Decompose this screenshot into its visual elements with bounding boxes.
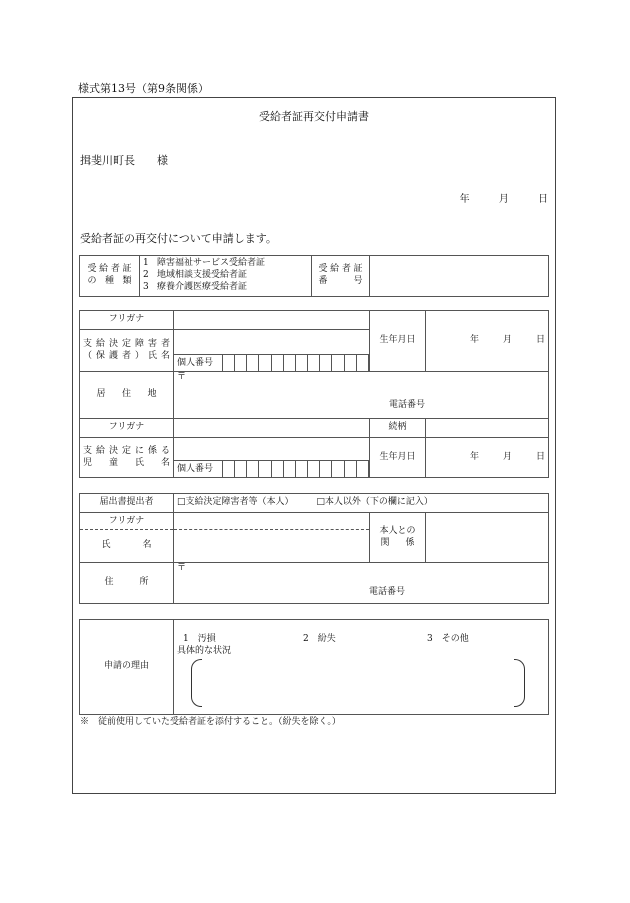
submitter-options bbox=[174, 494, 549, 513]
relation-label: 続柄 bbox=[370, 419, 426, 438]
submitter-name-field[interactable] bbox=[174, 513, 370, 563]
recipient-furigana-label: フリガナ bbox=[80, 311, 174, 330]
recipient-address-field[interactable] bbox=[174, 372, 549, 419]
child-id-field[interactable] bbox=[174, 461, 370, 478]
reason-table bbox=[79, 619, 549, 715]
phone-label: 電話番号 bbox=[388, 399, 425, 410]
submitter-header-label: 届出書提出者 bbox=[80, 494, 174, 513]
recipient-table bbox=[79, 310, 549, 478]
submitter-relation-label: 本人との 関係 bbox=[370, 513, 426, 563]
phone-label: 電話番号 bbox=[368, 586, 405, 597]
postal-mark: 〒 bbox=[177, 563, 187, 573]
child-name-field[interactable] bbox=[174, 438, 370, 461]
reason-option-other[interactable]: 3 その他 bbox=[427, 634, 469, 644]
cert-number-label: 受給者証番号 bbox=[312, 256, 370, 297]
recipient-birth-label: 生年月日 bbox=[370, 311, 426, 372]
submitter-name-label: フリガナ 氏名 bbox=[80, 513, 174, 563]
date-year: 年 bbox=[459, 194, 470, 205]
child-birth-field[interactable] bbox=[426, 438, 549, 478]
cert-kind-item: 2 地域相談支援受給者証 bbox=[143, 270, 248, 281]
child-furigana-label: フリガナ bbox=[80, 419, 174, 438]
reason-option-soiled[interactable]: 1 汚損 bbox=[183, 634, 216, 644]
date-month: 月 bbox=[498, 194, 509, 205]
recipient-name-field[interactable] bbox=[174, 330, 370, 355]
form-number: 様式第13号（第9条関係） bbox=[78, 82, 209, 95]
cert-kind-item: 1 障害福祉サービス受給者証 bbox=[143, 258, 266, 269]
certificate-table bbox=[79, 255, 549, 297]
option-self-checkbox[interactable]: □支給決定障害者等（本人） bbox=[177, 497, 294, 508]
reason-option-lost[interactable]: 2 紛失 bbox=[303, 634, 336, 644]
reason-detail-field[interactable] bbox=[191, 659, 525, 707]
postal-mark: 〒 bbox=[177, 372, 187, 382]
cert-kind-list[interactable] bbox=[140, 256, 312, 297]
relation-field[interactable] bbox=[426, 419, 549, 438]
cert-number-field[interactable] bbox=[370, 256, 549, 297]
child-birth-label: 生年月日 bbox=[370, 438, 426, 478]
recipient-furigana-field[interactable] bbox=[174, 311, 370, 330]
recipient-address-label: 居住地 bbox=[80, 372, 174, 419]
submitter-address-label: 住所 bbox=[80, 563, 174, 604]
recipient-id-field[interactable] bbox=[174, 355, 370, 372]
recipient-birth-field[interactable] bbox=[426, 311, 549, 372]
submitter-table bbox=[79, 493, 549, 604]
submitter-address-field[interactable] bbox=[174, 563, 549, 604]
right-bracket bbox=[514, 659, 525, 707]
submitter-relation-field[interactable] bbox=[426, 513, 549, 563]
application-date bbox=[434, 190, 548, 205]
id-number-label: 個人番号 bbox=[174, 461, 223, 477]
cert-kind-item: 3 療養介護医療受給者証 bbox=[143, 281, 248, 292]
date-day: 日 bbox=[538, 194, 548, 205]
left-bracket bbox=[191, 659, 202, 707]
id-number-label: 個人番号 bbox=[174, 355, 223, 371]
addressee: 揖斐川町長 様 bbox=[80, 154, 168, 167]
child-birth-date: 年 月 日 bbox=[469, 451, 545, 462]
child-furigana-field[interactable] bbox=[174, 419, 370, 438]
reason-options bbox=[177, 634, 545, 646]
reason-label: 申請の理由 bbox=[80, 620, 174, 715]
cert-kind-label: 受給者証の種類 bbox=[80, 256, 140, 297]
intro-text: 受給者証の再交付について申請します。 bbox=[80, 232, 277, 245]
option-other-checkbox[interactable]: □本人以外（下の欄に記入） bbox=[316, 497, 433, 508]
recipient-name-label: 支給決定障害者 （保護者）氏名 bbox=[80, 330, 174, 372]
child-name-label: 支給決定に係る 児童氏名 bbox=[80, 438, 174, 478]
recipient-birth-date: 年 月 日 bbox=[469, 335, 545, 346]
reason-detail-label: 具体的な状況 bbox=[177, 645, 232, 656]
attachment-note: ※ 従前使用していた受給者証を添付すること。（紛失を除く。） bbox=[80, 717, 341, 727]
reason-field[interactable] bbox=[174, 620, 549, 715]
form-title: 受給者証再交付申請書 bbox=[259, 110, 369, 123]
